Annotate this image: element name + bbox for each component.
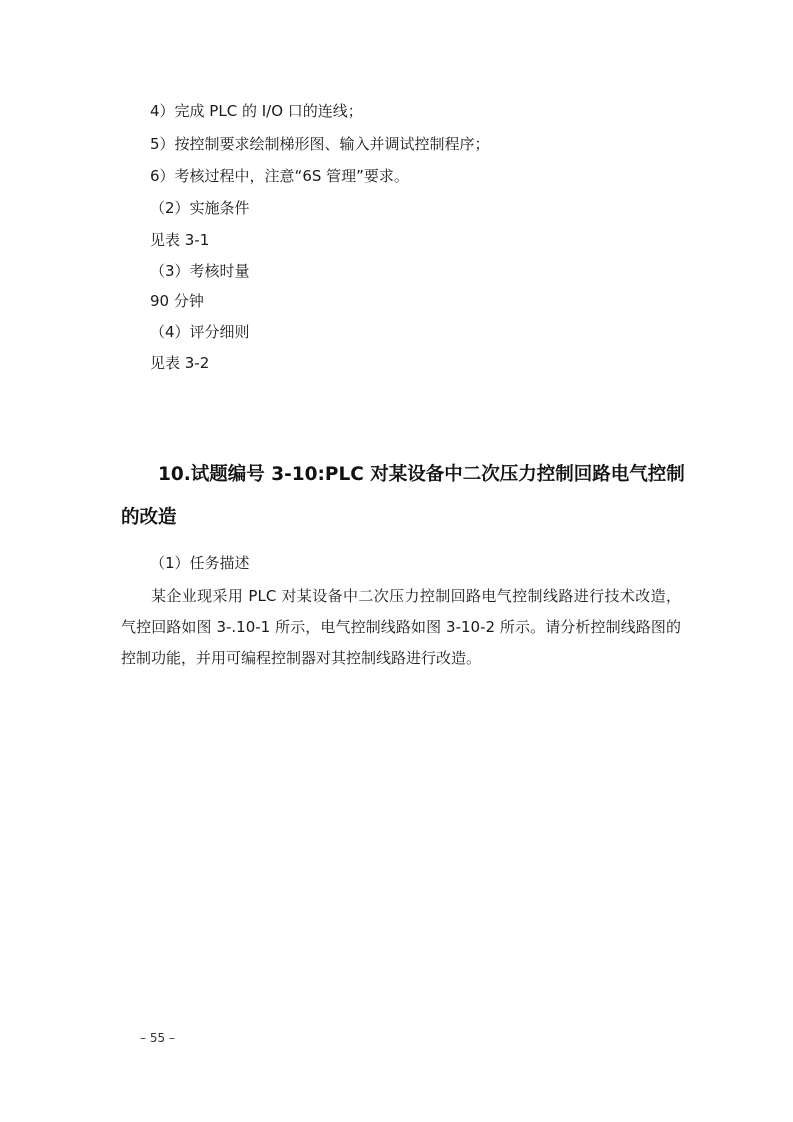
requirement-item-6: 6）考核过程中，注意“6S 管理”要求。 <box>150 167 409 185</box>
requirement-item-4: 4）完成 PLC 的 I/O 口的连线； <box>150 102 363 120</box>
page-number: – 55 – <box>140 1031 175 1045</box>
section-title-line-1: 10.试题编号 3-10:PLC 对某设备中二次压力控制回路电气控制 <box>158 464 685 485</box>
time-content: 90 分钟 <box>150 292 204 310</box>
requirement-item-5: 5）按控制要求绘制梯形图、输入并调试控制程序； <box>150 135 490 153</box>
task-description: 某企业现采用 PLC 对某设备中二次压力控制回路电气控制线路进行技术改造，气控回路如图 3-.10-1 所示，电气控制线路如图 3-10-2 所示。请分析控制线路图的控制功能，并用可编程控制器对其控制线路进行改造。 <box>121 587 681 667</box>
section-title-line-2: 的改造 <box>121 507 177 528</box>
conditions-content: 见表 3-1 <box>150 231 210 249</box>
time-heading: （3）考核时量 <box>150 262 250 280</box>
scoring-heading: （4）评分细则 <box>150 323 250 341</box>
scoring-content: 见表 3-2 <box>150 354 210 372</box>
task-heading: （1）任务描述 <box>150 554 250 572</box>
conditions-heading: （2）实施条件 <box>150 199 250 217</box>
